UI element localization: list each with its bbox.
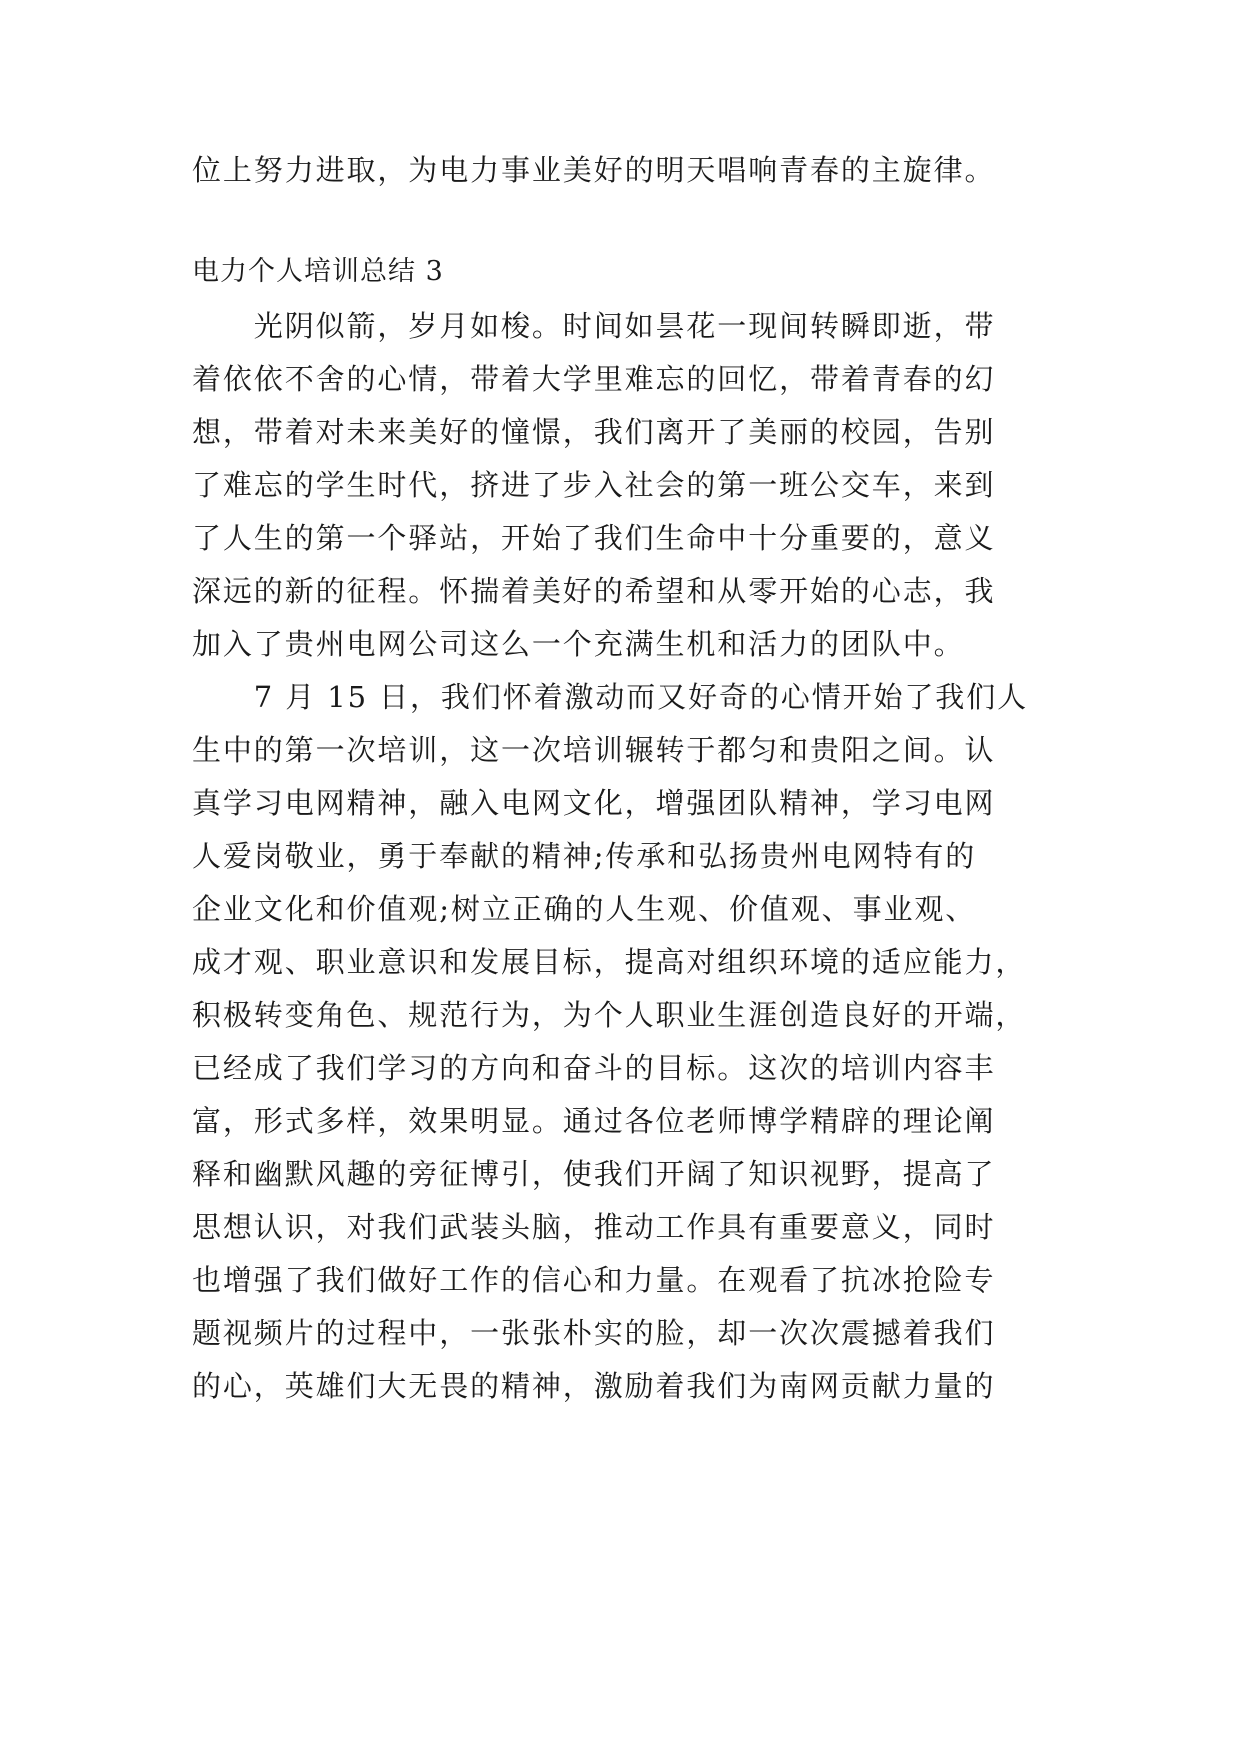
paragraph-line: 真学习电网精神，融入电网文化，增强团队精神，学习电网 [192, 786, 996, 820]
paragraph-line: 富，形式多样，效果明显。通过各位老师博学精辟的理论阐 [192, 1104, 996, 1138]
paragraph-line: 想，带着对未来美好的憧憬，我们离开了美丽的校园，告别 [192, 415, 996, 449]
paragraph-line: 也增强了我们做好工作的信心和力量。在观看了抗冰抢险专 [192, 1263, 996, 1297]
paragraph-line: 了人生的第一个驿站，开始了我们生命中十分重要的，意义 [192, 521, 996, 555]
paragraph-line: 释和幽默风趣的旁征博引，使我们开阔了知识视野，提高了 [192, 1157, 996, 1191]
paragraph-line: 深远的新的征程。怀揣着美好的希望和从零开始的心志，我 [192, 574, 996, 608]
previous-paragraph-tail: 位上努力进取，为电力事业美好的明天唱响青春的主旋律。 [192, 153, 996, 187]
paragraph-line: 了难忘的学生时代，挤进了步入社会的第一班公交车，来到 [192, 468, 996, 502]
section-title: 电力个人培训总结 3 [192, 256, 444, 287]
paragraph-line: 生中的第一次培训，这一次培训辗转于都匀和贵阳之间。认 [192, 733, 996, 767]
paragraph-line: 企业文化和价值观;树立正确的人生观、价值观、事业观、 [192, 892, 977, 926]
paragraph-line: 光阴似箭，岁月如梭。时间如昙花一现间转瞬即逝，带 [192, 309, 996, 343]
paragraph-line: 7 月 15 日，我们怀着激动而又好奇的心情开始了我们人 [192, 680, 1029, 714]
paragraph-line: 思想认识，对我们武装头脑，推动工作具有重要意义，同时 [192, 1210, 996, 1244]
paragraph-line: 人爱岗敬业，勇于奉献的精神;传承和弘扬贵州电网特有的 [192, 839, 977, 873]
paragraph-line: 题视频片的过程中，一张张朴实的脸，却一次次震撼着我们 [192, 1316, 996, 1350]
paragraph-line: 已经成了我们学习的方向和奋斗的目标。这次的培训内容丰 [192, 1051, 996, 1085]
paragraph-line: 成才观、职业意识和发展目标，提高对组织环境的适应能力， [192, 945, 1027, 979]
paragraph-line: 积极转变角色、规范行为，为个人职业生涯创造良好的开端， [192, 998, 1027, 1032]
paragraph-line: 着依依不舍的心情，带着大学里难忘的回忆，带着青春的幻 [192, 362, 996, 396]
paragraph-line: 加入了贵州电网公司这么一个充满生机和活力的团队中。 [192, 627, 965, 661]
paragraph-line: 的心，英雄们大无畏的精神，激励着我们为南网贡献力量的 [192, 1369, 996, 1403]
